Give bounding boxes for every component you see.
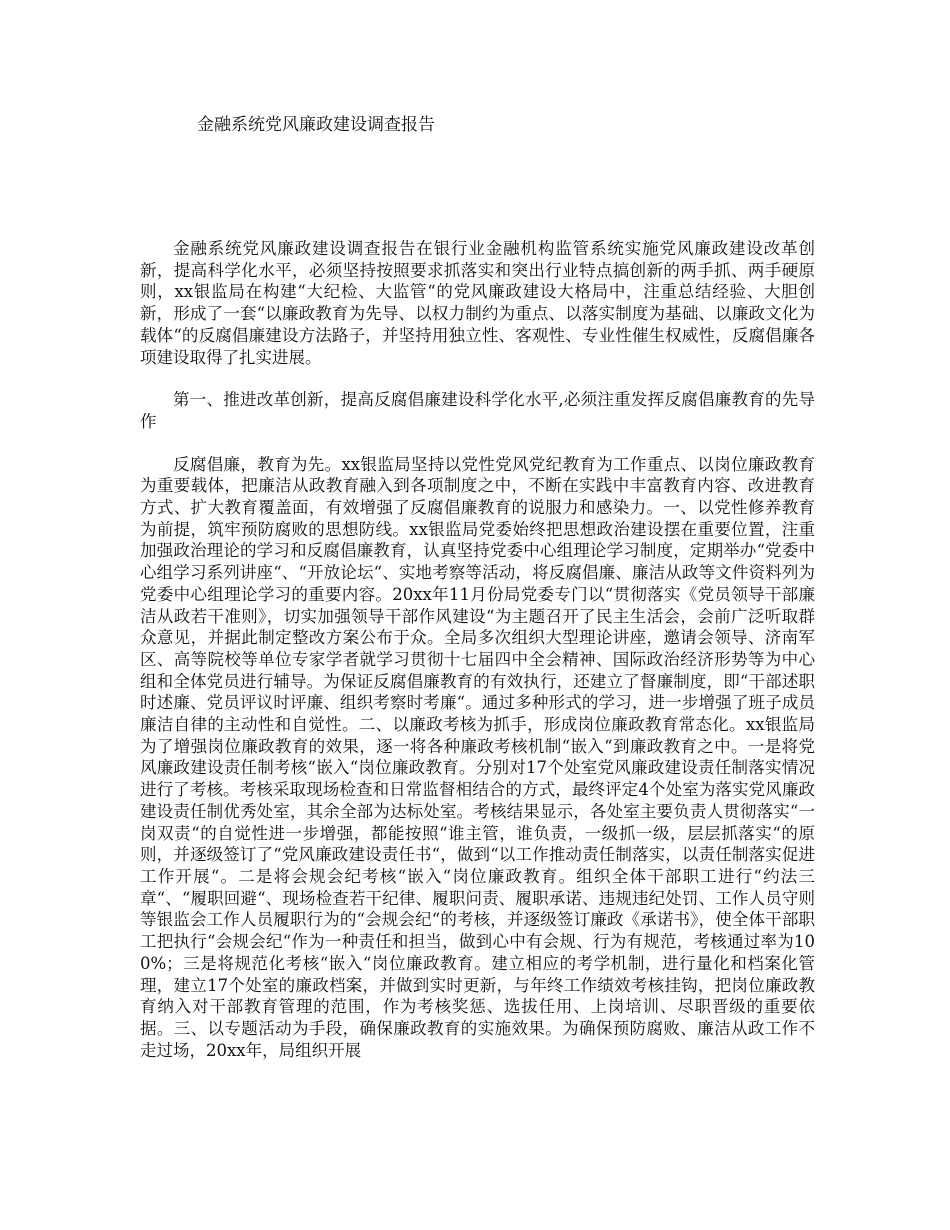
intro-paragraph: 金融系统党风廉政建设调查报告在银行业金融机构监管系统实施党风廉政建设改革创新，提高科学化水平，必须坚持按照要求抓落实和突出行业特点搞创新的两手抓、两手硬原则，xx银监局在构建“大纪检、大监管“的党风廉政建设大格局中，注重总结经验、大胆创新，形成了一套“以廉政教育为先导、以权力制约为重点、以落实制度为基础、以廉政文化为载体“的反腐倡廉建设方法路子，并坚持用独立性、客观性、专业性催生权威性，反腐倡廉各项建设取得了扎实进展。 [140, 239, 815, 367]
document-body [140, 238, 815, 1061]
section-body-paragraph: 反腐倡廉，教育为先。xx银监局坚持以党性党风党纪教育为工作重点、以岗位廉政教育为重要载体，把廉洁从政教育融入到各项制度之中，不断在实践中丰富教育内容、改进教育方式、扩大教育覆盖面，有效增强了反腐倡廉教育的说服力和感染力。一、以党性修养教育为前提，筑牢预防腐败的思想防线。xx银监局党委始终把思想政治建设摆在重要位置，注重加强政治理论的学习和反腐倡廉教育，认真坚持党委中心组理论学习制度，定期举办“党委中心组学习系列讲座“、“开放论坛“、实地考察等活动，将反腐倡廉、廉洁从政等文件资料列为党委中心组理论学习的重要内容。20xx年11月份局党委专门以“贯彻落实《党员领导干部廉洁从政若干准则》，切实加强领导干部作风建设“为主题召开了民主生活会，会前广泛听取群众意见，并据此制定整改方案公布于众。全局多次组织大型理论讲座，邀请会领导、济南军区、高等院校等单位专家学者就学习贯彻十七届四中全会精神、国际政治经济形势等为中心组和全体党员进行辅导。为保证反腐倡廉教育的有效执行，还建立了督廉制度，即“干部述职时述廉、党员评议时评廉、组织考察时考廉“。通过多种形式的学习，进一步增强了班子成员廉洁自律的主动性和自觉性。二、以廉政考核为抓手，形成岗位廉政教育常态化。xx银监局为了增强岗位廉政教育的效果，逐一将各种廉政考核机制“嵌入“到廉政教育之中。一是将党风廉政建设责任制考核“嵌入“岗位廉政教育。分别对17个处室党风廉政建设责任制落实情况进行了考核。考核采取现场检查和日常监督相结合的方式，最终评定4个处室为落实党风廉政建设责任制优秀处室，其余全部为达标处室。考核结果显示，各处室主要负责人贯彻落实“一岗双责“的自觉性进一步增强，都能按照“谁主管，谁负责，一级抓一级，层层抓落实“的原则，并逐级签订了“党风廉政建设责任书“，做到“以工作推动责任制落实，以责任制落实促进工作开展“。二是将会规会纪考核“嵌入“岗位廉政教育。组织全体干部职工进行“约法三章“、“履职回避“、现场检查若干纪律、履职问责、履职承诺、违规违纪处罚、工作人员守则等银监会工作人员履职行为的“会规会纪“的考核，并逐级签订廉政《承诺书》，使全体干部职工把执行“会规会纪“作为一种责任和担当，做到心中有会规、行为有规范，考核通过率为100%；三是将规范化考核“嵌入“岗位廉政教育。建立相应的考学机制，进行量化和档案化管理，建立17个处室的廉政档案，并做到实时更新，与年终工作绩效考核挂钩，把岗位廉政教育纳入对干部教育管理的范围，作为考核奖惩、选拔任用、上岗培训、尽职晋级的重要依据。三、以专题活动为手段，确保廉政教育的实施效果。为确保预防腐败、廉洁从政工作不走过场，20xx年，局组织开展 [140, 454, 815, 1060]
document-title: 金融系统党风廉政建设调查报告 [197, 115, 435, 135]
section-heading-paragraph: 第一、推进改革创新，提高反腐倡廉建设科学化水平,必须注重发挥反腐倡廉教育的先导作 [140, 390, 815, 431]
